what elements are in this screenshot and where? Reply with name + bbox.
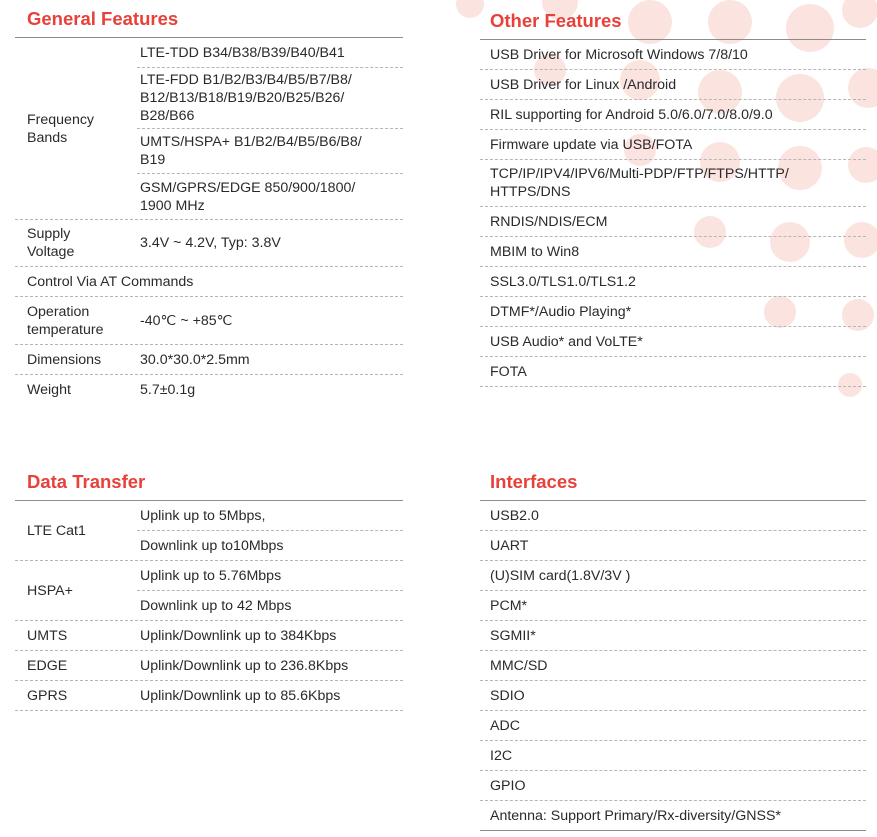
supply-voltage-label: Supply Voltage (27, 226, 75, 260)
band-gsm-text: GSM/GPRS/EDGE 850/900/1800/ 1900 MHz (140, 179, 356, 214)
supply-voltage-row (15, 220, 403, 267)
weight-row (15, 375, 403, 405)
lte-downlink: Downlink up to10Mbps (137, 530, 403, 560)
other-feature-item: USB Audio* and VoLTE* (480, 327, 866, 357)
other-feature-item: TCP/IP/IPV4/IPV6/Multi-PDP/FTP/FTPS/HTTP/ HTTPS/DNS (480, 160, 866, 207)
general-features-section (15, 0, 403, 405)
interface-item: Antenna: Support Primary/Rx-diversity/GNSS* (480, 801, 866, 831)
interface-item: SGMII* (480, 621, 866, 651)
lte-cat1-label: LTE Cat1 (27, 522, 86, 539)
other-feature-item: USB Driver for Linux /Android (480, 70, 866, 100)
gprs-value: Uplink/Downlink up to 85.6Kbps (140, 687, 341, 704)
interface-item: GPIO (480, 771, 866, 801)
band-lte-fdd-text: LTE-FDD B1/B2/B3/B4/B5/B7/B8/ B12/B13/B18/B19/B20/B25/B26/ B28/B66 (140, 72, 352, 124)
edge-value: Uplink/Downlink up to 236.8Kbps (140, 657, 349, 674)
hspa-downlink: Downlink up to 42 Mbps (137, 590, 403, 620)
supply-voltage-value: 3.4V ~ 4.2V, Typ: 3.8V (140, 235, 281, 251)
band-gsm (137, 173, 403, 219)
frequency-bands-values (137, 38, 403, 219)
other-feature-item: DTMF*/Audio Playing* (480, 297, 866, 327)
interfaces-section (480, 463, 866, 831)
interface-item: (U)SIM card(1.8V/3V ) (480, 561, 866, 591)
other-feature-item: RIL supporting for Android 5.0/6.0/7.0/8.0/9.0 (480, 100, 866, 130)
umts-label: UMTS (27, 627, 68, 644)
band-lte-tdd (137, 38, 403, 67)
band-lte-fdd (137, 67, 403, 128)
data-transfer-title: Data Transfer (15, 463, 403, 501)
dimensions-row (15, 345, 403, 375)
band-lte-tdd-text: LTE-TDD B34/B38/B39/B40/B41 (140, 44, 345, 61)
edge-row (15, 651, 403, 681)
other-feature-item: MBIM to Win8 (480, 237, 866, 267)
band-umts-text: UMTS/HSPA+ B1/B2/B4/B5/B6/B8/ B19 (140, 134, 362, 168)
hspa-label: HSPA+ (27, 582, 73, 599)
other-feature-item: FOTA (480, 357, 866, 387)
interfaces-title: Interfaces (480, 463, 866, 501)
frequency-bands-label: Frequency Bands (27, 111, 95, 146)
interface-item: USB2.0 (480, 501, 866, 531)
operation-temperature-value: -40℃ ~ +85℃ (140, 312, 233, 329)
band-umts (137, 128, 403, 173)
other-feature-item: SSL3.0/TLS1.0/TLS1.2 (480, 267, 866, 297)
other-features-title: Other Features (480, 2, 866, 40)
interface-item: I2C (480, 741, 866, 771)
other-feature-item: Firmware update via USB/FOTA (480, 130, 866, 160)
general-features-title: General Features (15, 0, 403, 38)
weight-value: 5.7±0.1g (140, 382, 196, 398)
data-transfer-section (15, 463, 403, 711)
interface-item: PCM* (480, 591, 866, 621)
lte-uplink: Uplink up to 5Mbps, (140, 507, 266, 524)
hspa-row (15, 561, 403, 621)
interface-item: MMC/SD (480, 651, 866, 681)
weight-label: Weight (27, 382, 71, 398)
dimensions-value: 30.0*30.0*2.5mm (140, 351, 250, 368)
interface-item: UART (480, 531, 866, 561)
edge-label: EDGE (27, 657, 68, 674)
hspa-uplink: Uplink up to 5.76Mbps (140, 567, 282, 584)
lte-cat1-row (15, 501, 403, 561)
other-feature-item: RNDIS/NDIS/ECM (480, 207, 866, 237)
gprs-label: GPRS (27, 687, 68, 704)
other-feature-item: USB Driver for Microsoft Windows 7/8/10 (480, 40, 866, 70)
control-at-commands: Control Via AT Commands (15, 267, 403, 297)
gprs-row (15, 681, 403, 711)
interface-item: ADC (480, 711, 866, 741)
operation-temperature-label: Operation temperature (27, 303, 104, 338)
umts-value: Uplink/Downlink up to 384Kbps (140, 627, 337, 644)
other-features-section (480, 2, 866, 387)
interface-item: SDIO (480, 681, 866, 711)
operation-temperature-row (15, 297, 403, 345)
dimensions-label: Dimensions (27, 351, 102, 368)
umts-row (15, 621, 403, 651)
frequency-bands-row (15, 38, 403, 220)
